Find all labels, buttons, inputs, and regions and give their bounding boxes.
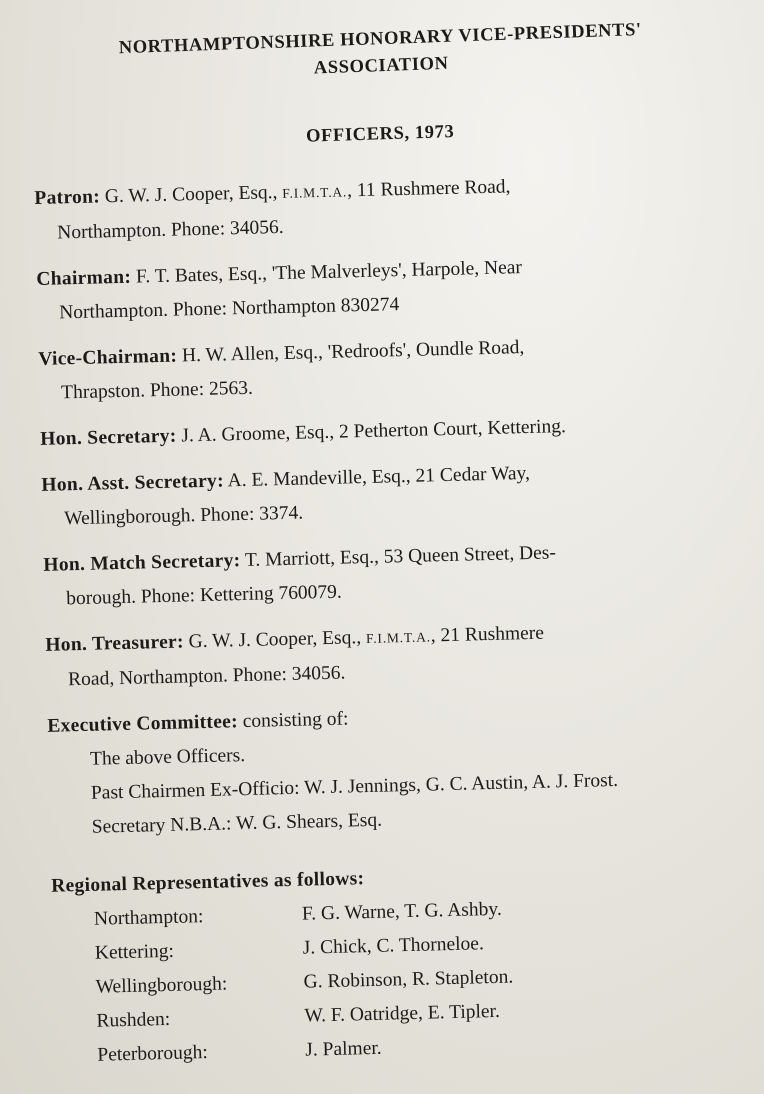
regional-names: J. Palmer. bbox=[305, 1037, 382, 1061]
hon-asst-secretary-phone: Wellingborough. Phone: 3374. bbox=[63, 502, 304, 530]
patron-qualification: F.I.M.T.A. bbox=[282, 184, 348, 201]
chairman-phone: Northampton. Phone: Northampton 830274 bbox=[58, 294, 400, 324]
regional-heading: Regional Representatives as follows: bbox=[50, 868, 365, 897]
hon-treasurer-name: G. W. J. Cooper, Esq., bbox=[188, 627, 367, 653]
hon-secretary-role: Hon. Secretary: bbox=[40, 425, 177, 450]
association-title-line1: NORTHAMPTONSHIRE HONORARY VICE-PRESIDENTS' bbox=[118, 20, 642, 59]
patron-phone: Northampton. Phone: 34056. bbox=[56, 216, 284, 244]
patron-name: G. W. J. Cooper, Esq., bbox=[104, 181, 283, 208]
hon-match-secretary-role: Hon. Match Secretary: bbox=[43, 550, 241, 576]
hon-asst-secretary-details: A. E. Mandeville, Esq., 21 Cedar Way, bbox=[227, 462, 531, 492]
officers-heading: OFFICERS, 1973 bbox=[305, 122, 455, 147]
hon-treasurer-qualification: F.I.M.T.A. bbox=[365, 629, 431, 647]
vice-chairman-role: Vice-Chairman: bbox=[38, 345, 178, 370]
chairman-details: F. T. Bates, Esq., 'The Malverleys', Harpole, Near bbox=[135, 257, 523, 288]
officers-list bbox=[34, 165, 746, 1074]
hon-secretary-details: J. A. Groome, Esq., 2 Petherton Court, Kettering. bbox=[181, 416, 567, 447]
regional-town: Peterborough: bbox=[97, 1042, 209, 1066]
hon-treasurer-address: , 21 Rushmere bbox=[430, 622, 545, 647]
regional-table bbox=[94, 893, 516, 1073]
regional-town: Rushden: bbox=[96, 1008, 171, 1032]
regional-names: G. Robinson, R. Stapleton. bbox=[303, 966, 514, 993]
hon-asst-secretary-role: Hon. Asst. Secretary: bbox=[41, 470, 225, 496]
vice-chairman-details: H. W. Allen, Esq., 'Redroofs', Oundle Road, bbox=[181, 337, 525, 367]
hon-match-secretary-details: T. Marriott, Esq., 53 Queen Street, Des- bbox=[244, 542, 557, 571]
regional-names: J. Chick, C. Thorneloe. bbox=[302, 933, 485, 959]
chairman-role: Chairman: bbox=[36, 266, 132, 290]
regional-town: Wellingborough: bbox=[95, 973, 228, 998]
executive-line-secretary-nba: Secretary N.B.A.: W. G. Shears, Esq. bbox=[91, 809, 383, 838]
regional-names: F. G. Warne, T. G. Ashby. bbox=[301, 898, 502, 925]
vice-chairman-phone: Thrapston. Phone: 2563. bbox=[60, 377, 254, 404]
hon-treasurer-role: Hon. Treasurer: bbox=[45, 631, 185, 656]
patron-role: Patron: bbox=[34, 186, 101, 209]
hon-match-secretary-phone: borough. Phone: Kettering 760079. bbox=[65, 581, 343, 610]
regional-town: Northampton: bbox=[93, 906, 204, 930]
executive-line-officers: The above Officers. bbox=[89, 745, 246, 770]
regional-town: Kettering: bbox=[94, 940, 175, 964]
patron-address: , 11 Rushmere Road, bbox=[346, 176, 511, 202]
regional-names: W. F. Oatridge, E. Tipler. bbox=[304, 1000, 501, 1027]
hon-treasurer-phone: Road, Northampton. Phone: 34056. bbox=[67, 662, 346, 691]
executive-committee-heading: Executive Committee: bbox=[47, 711, 239, 737]
association-title bbox=[40, 14, 721, 92]
executive-committee-consisting: consisting of: bbox=[242, 708, 349, 733]
association-title-line2: ASSOCIATION bbox=[313, 53, 449, 79]
executive-line-past-chairmen: Past Chairmen Ex-Officio: W. J. Jennings, G. C. Austin, A. J. Frost. bbox=[90, 769, 619, 804]
